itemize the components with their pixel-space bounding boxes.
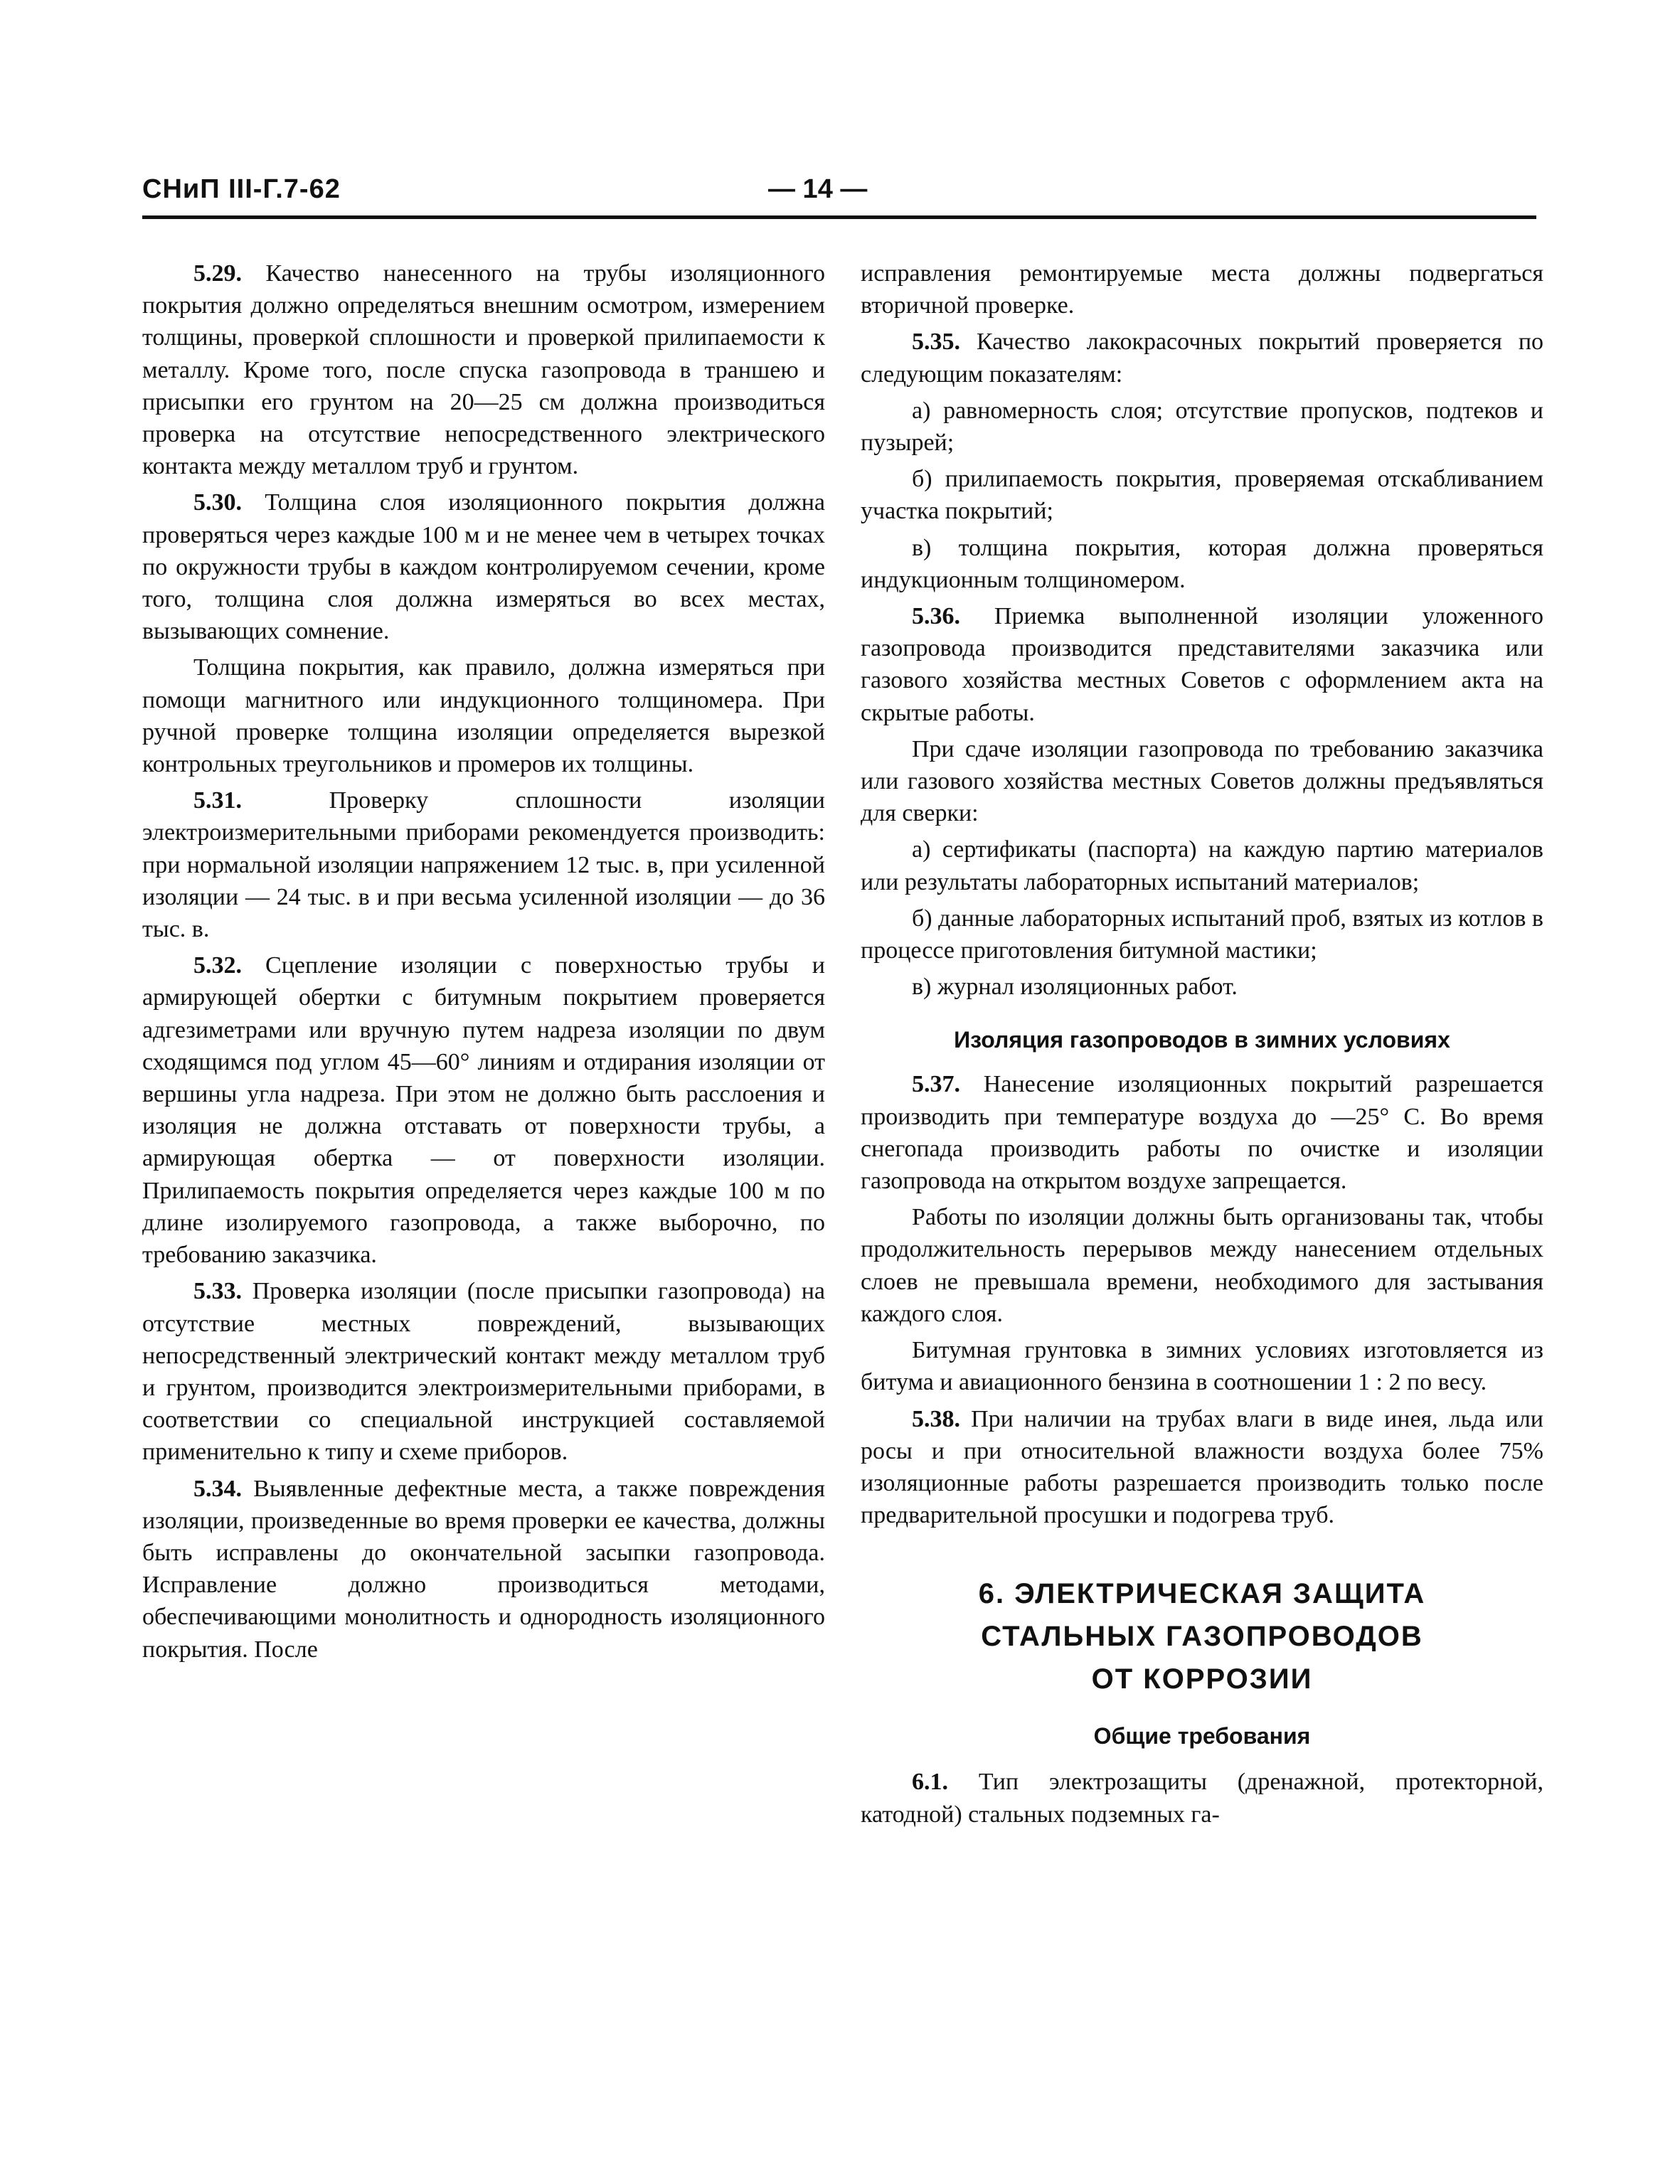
paragraph-5-36-delivery: При сдаче изоляции газопровода по требованию заказчика или газового хозяйства местных Советов должны предъявляться для сверки: — [861, 735, 1543, 827]
paragraph-5-38 — [861, 1403, 1543, 1532]
clause-number: 5.37. — [912, 1071, 960, 1098]
clause-number: 6.1. — [912, 1769, 948, 1796]
paragraph-5-35 — [861, 326, 1543, 390]
winter-conditions-heading: Изоляция газопроводов в зимних условиях — [954, 1027, 1450, 1053]
paragraph-5-31 — [142, 784, 825, 945]
paragraph-text: Проверку сплошности изоляции электроизмерительными приборами рекомендуется производить: при нормальной изоляции напряжением 12 тыс. в, при усиленной изоляции — 24 тыс. в и при весьма усиленной изоляции — до 36 тыс. в. — [142, 787, 826, 943]
paragraph-6-1 — [861, 1766, 1543, 1830]
paragraph-text: Толщина слоя изоляционного покрытия должна проверяться через каждые 100 м и не менее чем в четырех точках по окружности трубы в каждом контролируемом сечении, кроме того, толщина слоя должна измеряться во всех местах, вызывающих сомнение. — [142, 489, 825, 645]
paragraph-text: Нанесение изоляционных покрытий разрешается производить при температуре воздуха до —25° С. Во время снегопада производить работы по очистке и изоляции газопровода на открытом воздухе запрещается. — [861, 1071, 1544, 1195]
paragraph-5-36 — [861, 600, 1543, 729]
list-item: а) равномерность слоя; отсутствие пропусков, подтеков и пузырей; — [861, 397, 1543, 457]
list-item: а) сертификаты (паспорта) на каждую партию материалов или результаты лабораторных испытаний материалов; — [861, 836, 1543, 895]
clause-number: 5.31. — [193, 787, 242, 814]
list-item: в) толщина покрытия, которая должна проверяться индукционным толщиномером. — [861, 534, 1543, 593]
clause-number: 5.34. — [193, 1475, 242, 1502]
section-title-line: 6. ЭЛЕКТРИЧЕСКАЯ ЗАЩИТА — [978, 1578, 1426, 1610]
clause-number: 5.36. — [912, 603, 960, 630]
left-column — [142, 257, 825, 1666]
header-rule — [142, 215, 1536, 219]
paragraph-text: Сцепление изоляции с поверхностью трубы и армирующей обертки с битумным покрытием проверяется адгезиметрами или вручную путем надреза изоляции по двум сходящимся под углом 45—60° линиям и отдирания изоляции от вершины угла надреза. При этом не должно быть расслоения и изоляция не должна отставать от поверхности трубы, а армирующая обертка — от поверхности изоляции. Прилипаемость покрытия определяется через каждые 100 м по длине изолируемого газопровода, а также выборочно, по требованию заказчика. — [142, 952, 825, 1269]
list-item: б) данные лабораторных испытаний проб, взятых из котлов в процессе приготовления битумной мастики; — [861, 905, 1543, 964]
clause-number: 5.30. — [193, 489, 242, 516]
paragraph-5-34-continued: исправления ремонтируемые места должны подвергаться вторичной проверке. — [861, 260, 1543, 319]
paragraph-text: Качество лакокрасочных покрытий проверяется по следующим показателям: — [861, 329, 1544, 388]
list-item: б) прилипаемость покрытия, проверяемая отскабливанием участка покрытий; — [861, 466, 1543, 525]
page-number: — 14 — — [768, 174, 868, 204]
general-requirements-heading: Общие требования — [1093, 1723, 1311, 1749]
paragraph-5-29 — [142, 257, 825, 482]
paragraph-5-30-thickness: Толщина покрытия, как правило, должна измеряться при помощи магнитного или индукционного толщиномера. При ручной проверке толщина изоляции определяется вырезкой контрольных треугольников и промеров их толщины. — [142, 654, 825, 778]
list-item: в) журнал изоляционных работ. — [912, 974, 1238, 1001]
clause-number: 5.32. — [193, 952, 242, 979]
section-title-line: ОТ КОРРОЗИИ — [1091, 1663, 1313, 1695]
paragraph-5-34 — [142, 1473, 825, 1666]
paragraph-5-30 — [142, 486, 825, 647]
paragraph-text: При наличии на трубах влаги в виде инея, льда или росы и при относительной влажности воздуха более 75% изоляционные работы разрешается производить только после предварительной просушки и подогрева труб. — [861, 1405, 1543, 1529]
paragraph-text: Приемка выполненной изоляции уложенного газопровода производится представителями заказчика или газового хозяйства местных Советов с оформлением акта на скрытые работы. — [861, 603, 1544, 726]
paragraph-text: Проверка изоляции (после присыпки газопровода) на отсутствие местных повреждений, вызывающих непосредственный электрический контакт между металлом труб и грунтом, производится электроизмерительными приборами, в соответствии со специальной инструкцией составляемой применительно к типу и схеме приборов. — [142, 1278, 825, 1466]
paragraph-5-37-primer: Битумная грунтовка в зимних условиях изготовляется из битума и авиационного бензина в соотношении 1 : 2 по весу. — [861, 1337, 1543, 1396]
clause-number: 5.33. — [193, 1278, 242, 1305]
paragraph-text: Качество нанесенного на трубы изоляционного покрытия должно определяться внешним осмотром, измерением толщины, проверкой сплошности и проверкой прилипаемости к металлу. Кроме того, после спуска газопровода в траншею и присыпки его грунтом на 20—25 см должна производиться проверка на отсутствие непосредственного электрического контакта между металлом труб и грунтом. — [142, 260, 826, 480]
paragraph-5-33 — [142, 1275, 825, 1468]
document-code: СНиП III-Г.7-62 — [142, 174, 341, 204]
page-header — [142, 174, 1536, 217]
paragraph-5-37 — [861, 1068, 1543, 1197]
clause-number: 5.29. — [193, 260, 242, 287]
clause-number: 5.35. — [912, 329, 960, 356]
clause-number: 5.38. — [912, 1405, 960, 1432]
section-title-line: СТАЛЬНЫХ ГАЗОПРОВОДОВ — [981, 1621, 1423, 1653]
section-6-title — [861, 1572, 1543, 1700]
paragraph-text: Тип электрозащиты (дренажной, протекторной, катодной) стальных подземных га- — [861, 1769, 1543, 1828]
paragraph-5-32 — [142, 949, 825, 1271]
paragraph-5-37-organization: Работы по изоляции должны быть организованы так, чтобы продолжительность перерывов между нанесением отдельных слоев не превышала времени, необходимого для застывания каждого слоя. — [861, 1204, 1543, 1327]
paragraph-text: Выявленные дефектные места, а также повреждения изоляции, произведенные во время проверки ее качества, должны быть исправлены до окончательной засыпки газопровода. Исправление должно производиться методами, обеспечивающими монолитность и однородность изоляционного покрытия. После — [142, 1475, 825, 1663]
right-column — [861, 257, 1543, 1831]
